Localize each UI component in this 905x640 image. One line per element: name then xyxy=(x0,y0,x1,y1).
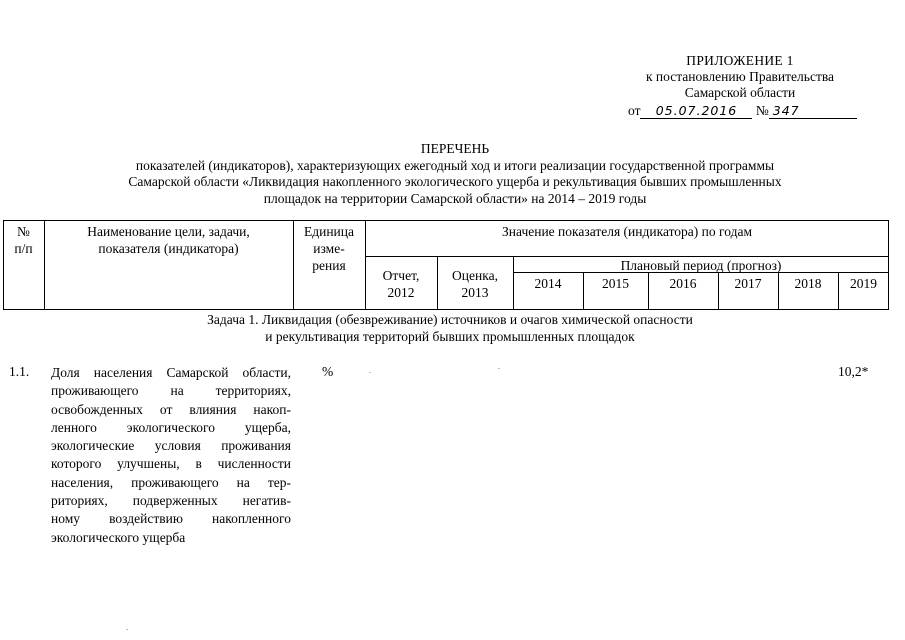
document-heading xyxy=(40,141,870,207)
task-line-2: и рекультивация территорий бывших промышленных площадок xyxy=(265,329,635,344)
row-name-line: ленного экологического ущерба, xyxy=(51,419,291,435)
header-report xyxy=(365,267,437,301)
header-name-line-2: показателя (индикатора) xyxy=(98,241,239,256)
header-name-line-1: Наименование цели, задачи, xyxy=(87,224,250,239)
appendix-header xyxy=(600,53,880,101)
row-name-line: населения, проживающего на тер- xyxy=(51,474,291,490)
row-name-line: риториях, подверженных негатив- xyxy=(51,493,291,509)
row-name-line: экологического ущерба xyxy=(51,529,186,545)
row-name-line: проживающего на территориях, xyxy=(51,383,291,399)
heading-line-2: Самарской области «Ликвидация накопленного экологического ущерба и рекультивация бывших промышленных xyxy=(128,174,782,189)
row-name-line: которого улучшены, в численности xyxy=(51,456,291,472)
row-name-line: экологические условия проживания xyxy=(51,438,291,454)
appendix-dateline xyxy=(628,103,857,119)
handwritten-number: 347 xyxy=(769,103,857,119)
appendix-line-2: Самарской области xyxy=(684,85,796,100)
row-value-2019: 10,2* xyxy=(838,364,869,379)
header-num-line-2: п/п xyxy=(14,241,33,256)
header-year-2019: 2019 xyxy=(850,276,877,291)
heading-line-3: площадок на территории Самарской области» на 2014 – 2019 годы xyxy=(263,190,647,206)
date-prefix: от xyxy=(628,103,641,118)
header-estimate-line-1: Оценка, xyxy=(452,268,498,283)
scan-speck xyxy=(126,629,128,630)
header-estimate xyxy=(437,267,513,301)
document-title: ПЕРЕЧЕНЬ xyxy=(420,141,490,156)
appendix-line-1: к постановлению Правительства xyxy=(645,69,835,84)
header-year-2015: 2015 xyxy=(602,276,629,291)
row-name-line: освобожденных от влияния накоп- xyxy=(51,401,291,417)
header-values: Значение показателя (индикатора) по годам xyxy=(502,224,752,239)
header-year-2018: 2018 xyxy=(794,276,822,291)
header-report-line-2: 2012 xyxy=(387,285,415,300)
row-name-line: ному воздействию накопленного xyxy=(51,511,291,527)
header-year-2016: 2016 xyxy=(669,276,697,291)
header-num xyxy=(3,223,44,257)
row-name-line: Доля населения Самарской области, xyxy=(51,365,291,380)
row-unit: % xyxy=(322,364,334,379)
header-unit xyxy=(293,223,365,274)
appendix-title: ПРИЛОЖЕНИЕ 1 xyxy=(686,53,794,68)
header-report-line-1: Отчет, xyxy=(382,268,420,283)
header-unit-line-1: Единица xyxy=(303,224,354,239)
row-indicator-name xyxy=(51,364,291,547)
header-unit-line-3: рения xyxy=(312,258,346,273)
scan-speck xyxy=(369,372,371,373)
number-sign: № xyxy=(755,103,769,118)
header-year-2014: 2014 xyxy=(534,276,562,291)
header-unit-line-2: изме- xyxy=(313,241,345,256)
header-name xyxy=(44,223,293,257)
heading-line-1: показателей (индикаторов), характеризующих ежегодный ход и итоги реализации государственной программы xyxy=(135,157,775,173)
header-num-line-1: № xyxy=(17,224,30,239)
handwritten-date: 05.07.2016 xyxy=(640,103,752,119)
header-plan-period: Плановый период (прогноз) xyxy=(620,258,782,273)
header-year-2017: 2017 xyxy=(734,276,762,291)
task-heading xyxy=(100,311,800,345)
task-line-1: Задача 1. Ликвидация (обезвреживание) источников и очагов химической опасности xyxy=(207,312,693,327)
indicators-table-header xyxy=(3,220,889,310)
row-number: 1.1. xyxy=(9,364,30,379)
header-estimate-line-2: 2013 xyxy=(461,285,489,300)
scan-speck xyxy=(498,368,500,369)
